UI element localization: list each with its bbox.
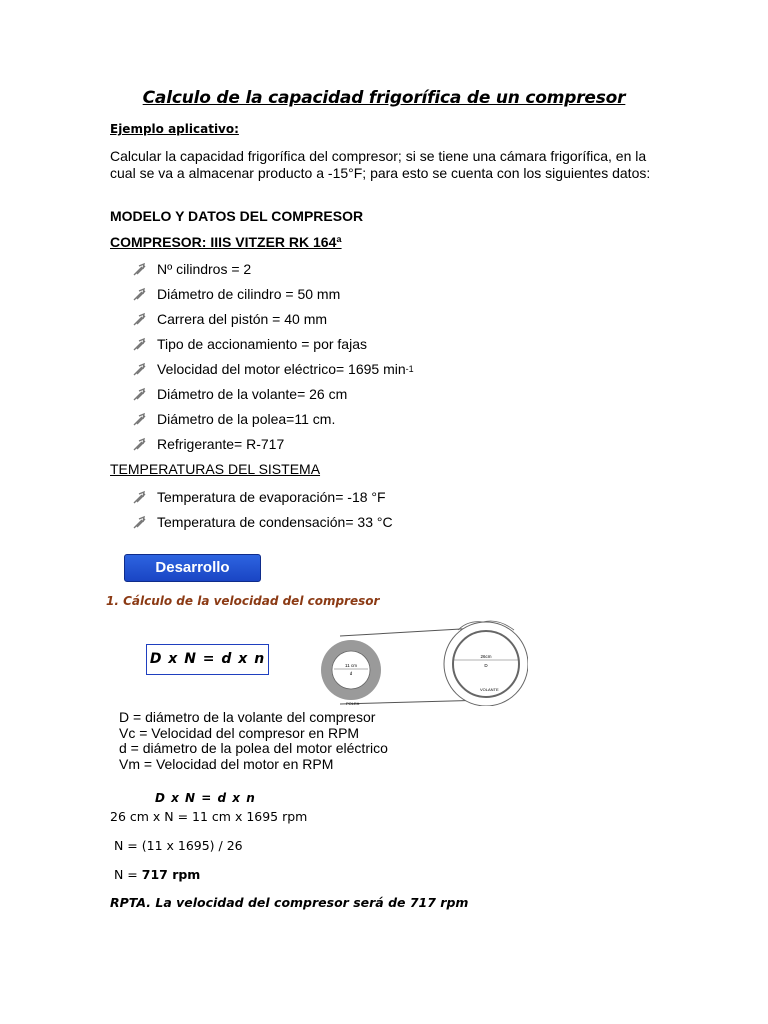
flywheel-label: 26cm [480,654,492,659]
spec-text: Diámetro de la polea=11 cm. [157,410,336,427]
arrow-bullet-icon [133,387,147,401]
spec-text: Carrera del pistón = 40 mm [157,310,328,327]
spec-text: Nº cilindros = 2 [157,260,252,277]
pulley-diagram [318,612,528,706]
arrow-bullet-icon [133,312,147,326]
definition-line: D = diámetro de la volante del compresor [119,709,376,725]
formula-box: D x N = d x n [146,644,269,675]
step-heading: 1. Cálculo de la velocidad del compresor [106,594,380,608]
list-item [133,356,414,381]
list-item [133,406,414,431]
definition-line: d = diámetro de la polea del motor eléctrico [119,740,388,756]
answer-line: RPTA. La velocidad del compresor será de 717 rpm [110,895,469,910]
temp-text: Temperatura de evaporación= -18 °F [157,488,386,505]
pulley-caption: POLEA [346,701,360,706]
arrow-bullet-icon [133,337,147,351]
calc-line: 26 cm x N = 11 cm x 1695 rpm [110,809,308,824]
model-heading: MODELO Y DATOS DEL COMPRESOR [110,208,364,224]
temps-list [133,484,393,534]
temp-text: Temperatura de condensación= 33 °C [157,513,393,530]
arrow-bullet-icon [133,262,147,276]
list-item [133,431,414,456]
spec-text: Tipo de accionamiento = por fajas [157,335,367,352]
list-item [133,381,414,406]
definition-line: Vm = Velocidad del motor en RPM [119,755,334,772]
arrow-bullet-icon [133,490,147,504]
arrow-bullet-icon [133,362,147,376]
arrow-bullet-icon [133,515,147,529]
temps-heading: TEMPERATURAS DEL SISTEMA [110,461,321,477]
list-item [133,331,414,356]
compressor-heading: COMPRESOR: IIIS VITZER RK 164ª [110,234,342,250]
spec-text: Diámetro de la volante= 26 cm [157,385,348,402]
spec-text: Diámetro de cilindro = 50 mm [157,285,341,302]
flywheel-letter: D [484,663,488,668]
arrow-bullet-icon [133,412,147,426]
spec-text: Refrigerante= R-717 [157,435,285,452]
pulley-label: 11 cm [345,663,357,668]
result-value: 717 rpm [141,867,201,882]
calc-result [110,867,200,882]
arrow-bullet-icon [133,437,147,451]
list-item [133,484,393,509]
arrow-bullet-icon [133,287,147,301]
flywheel-caption: VOLANTE [480,687,499,692]
exponent: -1 [405,363,414,374]
list-item [133,256,414,281]
spec-text: Velocidad del motor eléctrico= 1695 min [157,360,406,377]
example-label: Ejemplo aplicativo: [110,122,239,136]
list-item [133,509,393,534]
definition-line: Vc = Velocidad del compresor en RPM [119,724,360,741]
formula-inline: D x N = d x n [155,791,256,805]
spec-list [133,256,414,456]
pulley-hub [332,651,370,689]
definitions [119,710,388,772]
result-prefix: N = [110,867,142,882]
pulley-letter: d [349,671,353,676]
desarrollo-button[interactable]: Desarrollo [124,554,261,582]
calc-line: N = (11 x 1695) / 26 [110,838,243,853]
intro-paragraph: Calcular la capacidad frigorífica del compresor; si se tiene una cámara frigorífica, en la cual se va a almacenar producto a -15°F; para esto se cuenta con los siguientes datos: [110,148,651,181]
list-item [133,281,414,306]
list-item [133,306,414,331]
document-title: Calculo de la capacidad frigorífica de un compresor [142,88,626,108]
